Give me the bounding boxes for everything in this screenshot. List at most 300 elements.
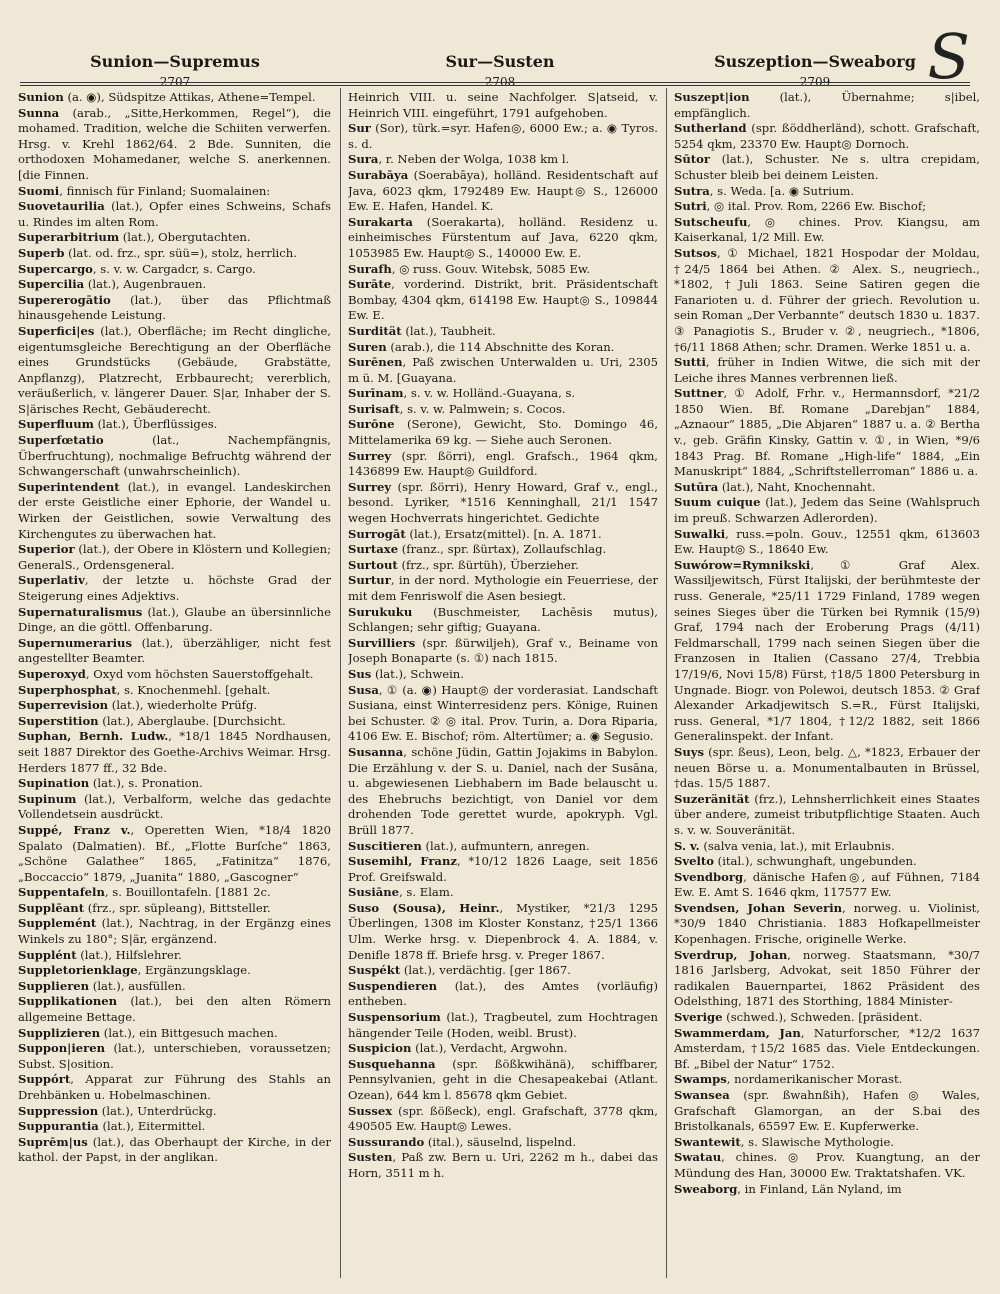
column-header-3: Suszeption—Sweaborg <box>714 52 916 71</box>
entry-headword: Sunion <box>18 90 64 104</box>
entry-text: , Apparat zur Führung des Stahls an Drehbänken u. Hobelmaschinen. <box>18 1072 331 1102</box>
entry-headword: Sweaborg <box>674 1181 738 1196</box>
dictionary-entry <box>674 901 980 948</box>
dictionary-entry <box>18 90 331 106</box>
dictionary-entry <box>18 823 331 885</box>
entry-text: (lat.), Übernahme; s|ibel, empfänglich. <box>674 90 980 120</box>
entry-text: , in der nord. Mythologie ein Feuerriese, der mit dem Fenriswolf die Asen besiegt. <box>348 573 658 603</box>
dictionary-entry <box>674 839 980 855</box>
entry-headword: Suum cuique <box>674 495 761 510</box>
entry-headword: Surāte <box>348 277 392 292</box>
page-number-2: 2708 <box>484 75 516 89</box>
entry-text: (lat.), Aberglaube. [Durchsicht. <box>98 713 286 728</box>
entry-headword: Sūtor <box>674 152 710 167</box>
dictionary-entry <box>674 184 980 200</box>
entry-headword: Suppon|ieren <box>18 1041 106 1056</box>
dictionary-entry <box>674 246 980 355</box>
entry-text: (lat.), Obergutachten. <box>119 230 251 245</box>
entry-headword: Suppé, Franz v. <box>18 822 131 837</box>
dictionary-entry <box>18 714 331 730</box>
entry-headword: Suovetaurilia <box>18 199 105 214</box>
entry-headword: Sussex <box>348 1103 393 1118</box>
dictionary-entry <box>18 994 331 1025</box>
entry-text: , Ergänzungsklage. <box>137 963 251 978</box>
entry-headword: Supernaturalismus <box>18 604 143 619</box>
entry-text: (lat.), Unterdrückg. <box>98 1103 217 1118</box>
entry-text: , *18/1 1845 Nordhausen, seit 1887 Direktor des Goethe-Archivs Weimar. Hrsg. Herders 1877 ff., 32 Bde. <box>18 729 331 775</box>
dictionary-entry <box>674 1088 980 1135</box>
entry-text: , s. Knochenmehl. [gehalt. <box>116 682 271 697</box>
entry-text: , s. Slawische Mythologie. <box>740 1134 895 1149</box>
dictionary-entry <box>348 340 658 356</box>
entry-headword: Surakarta <box>348 214 413 229</box>
dictionary-entry <box>348 1135 658 1151</box>
entry-headword: Susanna <box>348 744 404 759</box>
entry-text: , s. Bouillontafeln. [1881 2c. <box>104 885 271 900</box>
entry-text: (lat.), Jedem das Seine (Wahlspruch im preuß. Schwarzen Adlerorden). <box>674 495 980 526</box>
entry-headword: Superphosphat <box>18 682 117 697</box>
entry-headword: Suscitieren <box>348 838 422 853</box>
dictionary-entry <box>18 230 331 246</box>
entry-text: (lat.), ein Bittgesuch machen. <box>100 1025 278 1040</box>
entry-text: (lat.), Überflüssiges. <box>93 417 218 432</box>
dictionary-entry <box>348 1010 658 1041</box>
entry-text: (lat.), bei den alten Römern allgemeine Bettage. <box>18 994 331 1025</box>
entry-text: , Oxyd vom höchsten Sauerstoffgehalt. <box>85 666 314 681</box>
dictionary-entry <box>18 636 331 667</box>
entry-headword: Suwalki <box>674 526 726 541</box>
column-divider <box>340 88 341 1278</box>
dictionary-entry <box>674 527 980 558</box>
entry-headword: Sus <box>348 666 372 681</box>
dictionary-entry <box>18 948 331 964</box>
entry-headword: Susquehanna <box>348 1056 436 1071</box>
dictionary-entry <box>18 246 331 262</box>
dictionary-entry <box>674 558 980 745</box>
entry-text: (spr. ßeus), Leon, belg. △, *1823, Erbauer der neuen Börse u. a. Monumentalbauten in Brüssel, †das. 15/5 1887. <box>674 744 980 791</box>
entry-headword: Suppletorienklage <box>18 963 138 978</box>
dictionary-entry <box>348 558 658 574</box>
entry-text: , ◎ russ. Gouv. Witebsk, 5085 Ew. <box>391 261 591 276</box>
entry-headword: Sutūra <box>674 479 719 494</box>
entry-headword: Sutherland <box>674 121 747 136</box>
dictionary-entry <box>348 885 658 901</box>
entry-headword: Superstition <box>18 713 99 728</box>
entry-headword: Suttner <box>674 386 724 401</box>
entry-headword: Supernumerarius <box>18 635 132 650</box>
entry-headword: Sunna <box>18 105 60 120</box>
dictionary-entry <box>18 480 331 542</box>
entry-text: (lat.), aufmuntern, anregen. <box>421 838 590 853</box>
dictionary-entry <box>348 854 658 885</box>
entry-text: , der letzte u. höchste Grad der Steigerung eines Adjektivs. <box>18 573 331 603</box>
entry-headword: Sverdrup, Johan <box>674 947 788 962</box>
entry-text: , Paß zwischen Unterwalden u. Uri, 2305 m ü. M. [Guayana. <box>348 355 658 385</box>
dictionary-entry <box>348 324 658 340</box>
entry-text: (lat.), Augenbrauen. <box>84 277 207 292</box>
dictionary-entry <box>348 573 658 604</box>
entry-headword: Suszept|ion <box>674 90 750 104</box>
dictionary-entry <box>674 1026 980 1073</box>
entry-headword: Suspicion <box>348 1041 412 1056</box>
entry-headword: Supererogātio <box>18 292 111 307</box>
dictionary-entry <box>18 184 331 200</box>
entry-text: , nordamerikanischer Morast. <box>726 1072 903 1087</box>
dictionary-entry <box>674 870 980 901</box>
entry-headword: Surafh <box>348 261 392 276</box>
dictionary-entry <box>18 1135 331 1166</box>
entry-text: (ital.), schwunghaft, ungebunden. <box>713 854 917 869</box>
column-1 <box>18 90 331 1280</box>
entry-headword: Superfici|es <box>18 323 95 338</box>
entry-text: , in Finland, Län Nyland, im <box>737 1181 902 1196</box>
column-header-1: Sunion—Supremus <box>90 52 260 71</box>
header-rule <box>20 82 970 86</box>
entry-text: (spr. ßürwiljeh), Graf v., Beiname von Joseph Bonaparte (s. ①) nach 1815. <box>348 635 658 666</box>
entry-headword: Svelto <box>674 854 714 869</box>
entry-headword: Surēnen <box>348 355 403 370</box>
entry-text: (lat. od. frz., spr. süü=), stolz, herrlich. <box>64 245 297 260</box>
dictionary-entry <box>674 215 980 246</box>
dictionary-entry <box>348 542 658 558</box>
dictionary-entry <box>18 1026 331 1042</box>
entry-text: , früher in Indien Witwe, die sich mit der Leiche ihres Mannes verbrennen ließ. <box>674 355 980 385</box>
entry-headword: Swamps <box>674 1072 727 1087</box>
dictionary-entry <box>18 792 331 823</box>
entry-headword: Sutri <box>674 199 707 214</box>
entry-text: (lat.), Hilfslehrer. <box>76 947 182 962</box>
entry-headword: Supinum <box>18 791 77 806</box>
entry-text: , Naturforscher, *12/2 1637 Amsterdam, †15/2 1685 das. Viele Entdeckungen. Bf. „Bibel der Natur“ 1752. <box>674 1025 980 1071</box>
entry-headword: Svendsen, Johan Severin <box>674 900 843 915</box>
entry-text: (lat.), verdächtig. [ger 1867. <box>400 963 571 978</box>
entry-headword: Sverige <box>674 1010 723 1025</box>
dictionary-entry <box>18 776 331 792</box>
entry-text: (lat.), Oberfläche; im Recht dingliche, eigentumsgleiche Berechtigung an der Oberfläche eines Grundstücks (Gebäude, Grabstätte, Anpflanzg), Platzrecht, Erbbaurecht; vererblich, veräußerlich, v. längerer Dauer. S|ar, Inhaber der S. S|ärisches Recht, Gebäuderecht. <box>18 323 331 416</box>
entry-text: , vorderind. Distrikt, brit. Präsidentschaft Bombay, 4304 qkm, 614198 Ew. Haupt◎ S., 109844 Ew. E. <box>348 277 658 323</box>
entry-headword: Sutsos <box>674 245 717 260</box>
dictionary-entry <box>18 698 331 714</box>
dictionary-entry <box>18 901 331 917</box>
entry-text: (spr. ßörri), engl. Grafsch., 1964 qkm, 1436899 Ew. Haupt◎ Guildford. <box>348 448 658 479</box>
entry-text: (lat.), Eitermittel. <box>98 1119 206 1134</box>
entry-headword: Suspensorium <box>348 1010 441 1025</box>
dictionary-entry <box>18 667 331 683</box>
entry-headword: Surukuku <box>348 604 413 619</box>
entry-headword: Superfluum <box>18 417 94 432</box>
entry-headword: Suppurantia <box>18 1119 99 1134</box>
dictionary-entry <box>348 402 658 418</box>
entry-headword: Surīnam <box>348 386 404 401</box>
entry-headword: Surrogāt <box>348 526 406 541</box>
dictionary-entry <box>348 262 658 278</box>
entry-text: (spr. ßößkwihänä), schiffbarer, Pennsylvanien, geht in die Chesapeakebai (Atlant. Ozean), 644 km l. 85678 qkm Gebiet. <box>348 1056 658 1102</box>
entry-text: (lat.), Opfer eines Schweins, Schafs u. Rindes im alten Rom. <box>18 199 331 229</box>
entry-text: (Buschmeister, Lachēsis mutus), Schlangen; sehr giftig; Guayana. <box>348 604 658 635</box>
dictionary-entry <box>674 745 980 792</box>
entry-text: (lat.), Naht, Knochennaht. <box>718 479 876 494</box>
dictionary-entry <box>674 355 980 386</box>
dictionary-entry <box>18 277 331 293</box>
entry-headword: Susemihl, Franz <box>348 854 457 869</box>
dictionary-entry <box>348 605 658 636</box>
entry-text: , *10/12 1826 Laage, seit 1856 Prof. Greifswald. <box>348 854 658 884</box>
entry-headword: Suppentafeln <box>18 885 105 900</box>
dictionary-entry <box>348 277 658 324</box>
entry-headword: Sur <box>348 121 371 136</box>
entry-text: (lat.), des Amtes (vorläufig) entheben. <box>348 978 658 1009</box>
entry-headword: Suzeränität <box>674 791 750 806</box>
entry-headword: Suprēm|us <box>18 1134 88 1149</box>
entry-text: (lat.), der Obere in Klöstern und Kollegien; GeneralS., Ordensgeneral. <box>18 542 331 572</box>
entry-headword: Survilliers <box>348 635 416 650</box>
dictionary-entry <box>674 948 980 1010</box>
entry-headword: Swansea <box>674 1088 730 1102</box>
entry-headword: Superior <box>18 542 75 557</box>
dictionary-entry <box>18 885 331 901</box>
entry-text: (lat.), Schwein. <box>371 666 464 681</box>
entry-text: (spr. ßwahnßih), Hafen◎ Wales, Grafschaft Glamorgan, an der S.bai des Bristolkanals, 65597 Ew. E. Kupferwerke. <box>674 1088 980 1134</box>
dictionary-entry <box>18 417 331 433</box>
entry-text: (lat.), Verbalform, welche das gedachte Vollendetsein ausdrückt. <box>18 791 331 822</box>
entry-text: , Mystiker, *21/3 1295 Überlingen, 1308 im Kloster Konstanz, †25/1 1366 Ulm. Werke hrsg. v. Diepenbrock 4. A. 1884, v. Denifle 1878 ff. Briefe hrsg. v. Preger 1867. <box>348 900 658 962</box>
entry-text: , ① (a. ◉) Haupt◎ der vorderasiat. Landschaft Susiana, einst Winterresidenz pers. Könige, Ruinen bei Schuster. ② ◎ ital. Prov. Turin, a. Dora Riparia, 4106 Ew. E. Bischof; röm. Altertümer; a. ◉ Segusio. <box>348 682 658 744</box>
column-3 <box>674 90 980 1280</box>
column-divider <box>666 88 667 1278</box>
entry-text: (Soerabāya), holländ. Residentschaft auf Java, 6023 qkm, 1792489 Ew. Haupt◎ S., 126000 Ew. E. Hafen, Handel. K. <box>348 167 658 214</box>
entry-headword: Superintendent <box>18 479 120 494</box>
dictionary-entry <box>18 106 331 184</box>
entry-text: (lat.), über das Pflichtmaß hinausgehende Leistung. <box>18 292 331 323</box>
entry-text: , norweg. Staatsmann, *30/7 1816 Jarlsberg, Advokat, seit 1850 Führer der radikalen Bauernpartei, 1862 Präsident des Odelsthing, 1871 des Storthing, 1884 Minister- <box>674 947 980 1009</box>
entry-headword: Superlativ <box>18 573 85 588</box>
entry-headword: Susiāne <box>348 885 400 900</box>
dictionary-entry <box>674 199 980 215</box>
entry-headword: Suspékt <box>348 963 401 978</box>
entry-headword: Swantewit <box>674 1134 741 1149</box>
entry-text: (schwed.), Schweden. [präsident. <box>722 1010 923 1025</box>
entry-text: (lat.), Tragbeutel, zum Hochtragen hängender Teile (Hoden, weibl. Brust). <box>348 1010 658 1040</box>
entry-headword: Supplēant <box>18 900 85 915</box>
dictionary-entry <box>348 1150 658 1181</box>
entry-text: (arab., „Sitte,Herkommen, Regel“), die mohamed. Tradition, welche die Schiiten verwerfen. Hrsg. v. Krehl 1862/64. 2 Bde. Sunniten, die orthodoxen Mohamedaner, welche S. anerkennen. [die Finnen. <box>18 105 331 182</box>
entry-headword: Surōne <box>348 417 395 432</box>
entry-headword: Superarbitrium <box>18 230 120 245</box>
dictionary-entry <box>348 839 658 855</box>
entry-text: (franz., spr. ßürtax), Zollaufschlag. <box>398 542 607 557</box>
entry-text: (lat.), Ersatz(mittel). [n. A. 1871. <box>405 526 602 541</box>
entry-text: (frz., spr. ßürtüh), Überzieher. <box>397 557 579 572</box>
entry-headword: Suys <box>674 744 705 759</box>
entry-text: (frz., spr. süpleang), Bittsteller. <box>84 900 271 915</box>
entry-text: , s. v. w. Cargadcr, s. Cargo. <box>92 261 256 276</box>
dictionary-entry <box>674 792 980 839</box>
entry-headword: Surdität <box>348 323 402 338</box>
entry-text: (ital.), säuselnd, lispelnd. <box>424 1134 576 1149</box>
column-2 <box>348 90 658 1280</box>
entry-text: , s. Elam. <box>399 885 454 900</box>
entry-headword: Surtur <box>348 573 391 588</box>
entry-text: (spr. ßößeck), engl. Grafschaft, 3778 qkm, 490505 Ew. Haupt◎ Lewes. <box>348 1103 658 1134</box>
entry-headword: Susten <box>348 1150 393 1165</box>
column-header-2: Sur—Susten <box>445 52 555 71</box>
dictionary-entry <box>348 963 658 979</box>
entry-text: , schöne Jüdin, Gattin Jojakims in Babylon. Die Erzählung v. der S. u. Daniel, nach der Susāna, u. abgewiesenen Liebhabern im Bade belauscht u. des Ehebruchs bezichtigt, von Daniel vor dem drohenden Tode gerettet wurde, apokryph. Vgl. Brüll 1877. <box>348 744 658 837</box>
entry-headword: Suspendieren <box>348 978 438 993</box>
dictionary-entry <box>18 729 331 776</box>
dictionary-entry <box>348 386 658 402</box>
entry-text: (arab.), die 114 Abschnitte des Koran. <box>386 339 615 354</box>
dictionary-entry <box>348 215 658 262</box>
dictionary-entry <box>18 605 331 636</box>
dictionary-entry <box>18 916 331 947</box>
dictionary-entry <box>18 1041 331 1072</box>
entry-headword: S. v. <box>674 838 700 853</box>
dictionary-entry <box>348 449 658 480</box>
entry-headword: Superoxyd <box>18 666 86 681</box>
entry-text: (lat.), das Oberhaupt der Kirche, in der kathol. der Papst, in der anglikan. <box>18 1134 331 1165</box>
dictionary-entry <box>18 324 331 418</box>
entry-headword: Suren <box>348 339 387 354</box>
entry-text: (lat.), wiederholte Prüfg. <box>108 698 258 713</box>
entry-text: (a. ◉), Südspitze Attikas, Athene=Tempel. <box>63 90 316 104</box>
entry-headword: Surtout <box>348 557 398 572</box>
dictionary-entry <box>18 573 331 604</box>
entry-text: (Soerakarta), holländ. Residenz u. einheimisches Fürstentum auf Java, 6220 qkm, 1053985 Ew. Haupt◎ S., 140000 Ew. E. <box>348 214 658 260</box>
entry-text: , dänische Hafen◎, auf Fühnen, 7184 Ew. E. Amt S. 1646 qkm, 117577 Ew. <box>674 869 980 900</box>
entry-text: , russ.=poln. Gouv., 12551 qkm, 613603 Ew. Haupt◎ S., 18640 Ew. <box>674 526 980 557</box>
dictionary-entry <box>348 1057 658 1104</box>
dictionary-entry <box>18 963 331 979</box>
dictionary-entry <box>674 1135 980 1151</box>
entry-text: (frz.), Lehnsherrlichkeit eines Staates über andere, zumeist tributpflichtige Staaten. Auch s. v. w. Souveränität. <box>674 791 980 837</box>
dictionary-entry <box>674 1010 980 1026</box>
dictionary-entry <box>18 1104 331 1120</box>
entry-text: (lat.), Glaube an übersinnliche Dinge, an die göttl. Offenbarung. <box>18 604 331 635</box>
entry-headword: Surrey <box>348 479 392 494</box>
dictionary-entry <box>18 433 331 480</box>
dictionary-entry <box>348 527 658 543</box>
dictionary-entry <box>674 121 980 152</box>
dictionary-entry <box>348 1104 658 1135</box>
dictionary-entry <box>674 152 980 183</box>
entry-headword: Sutti <box>674 355 706 370</box>
section-letter: S <box>927 20 970 93</box>
entry-text: (lat.), Verdacht, Argwohn. <box>411 1041 568 1056</box>
dictionary-entry <box>674 854 980 870</box>
entry-text: , Paß zw. Bern u. Uri, 2262 m h., dabei das Horn, 3511 m h. <box>348 1150 658 1180</box>
entry-text: , ◎ chines. Prov. Kiangsu, am Kaiserkanal, 1/2 Mill. Ew. <box>674 214 980 245</box>
dictionary-entry <box>348 979 658 1010</box>
dictionary-entry <box>18 262 331 278</box>
entry-text: (lat.), unterschieben, voraussetzen; Subst. S|osition. <box>18 1041 331 1071</box>
dictionary-entry <box>674 386 980 480</box>
entry-headword: Suso (Sousa), Heinr. <box>348 900 500 915</box>
entry-text: (lat.), Nachtrag, in der Ergänzg eines Winkels zu 180°; S|är, ergänzend. <box>18 916 331 947</box>
dictionary-entry <box>348 355 658 386</box>
entry-text: , s. Weda. [a. ◉ Sutrium. <box>709 183 855 198</box>
entry-headword: Supercargo <box>18 261 93 276</box>
entry-text: , chines. ◎ Prov. Kuangtung, an der Mündung des Han, 30000 Ew. Traktatshafen. VK. <box>674 1150 980 1180</box>
dictionary-entry <box>348 636 658 667</box>
entry-text: Heinrich VIII. u. seine Nachfolger. S|atseid, v. Heinrich VIII. eingeführt, 1791 aufgehoben. <box>348 90 658 120</box>
dictionary-entry <box>18 1072 331 1103</box>
entry-text: , r. Neben der Wolga, 1038 km l. <box>378 152 570 167</box>
dictionary-entry <box>348 152 658 168</box>
dictionary-entry <box>674 90 980 121</box>
entry-text: (lat., Nachempfängnis, Überfruchtung), nochmalige Befruchtg während der Schwangerschaft (unwahrscheinlich). <box>18 433 331 479</box>
entry-text: (Serone), Gewicht, Sto. Domingo 46, Mittelamerika 69 kg. — Siehe auch Seronen. <box>348 417 658 448</box>
entry-headword: Sutscheufu <box>674 214 748 229</box>
entry-headword: Superfœtatio <box>18 433 104 448</box>
entry-text: (lat.), Taubheit. <box>401 323 496 338</box>
entry-headword: Surabāya <box>348 167 409 182</box>
entry-text: (lat.), in evangel. Landeskirchen der erste Geistliche einer Ephorie, der Wandel u. Wirken der Geistlichen, sowie Verwaltung des Kirchengutes zu überwachen hat. <box>18 479 331 541</box>
entry-headword: Surrey <box>348 448 392 463</box>
entry-headword: Supplikationen <box>18 994 118 1009</box>
entry-headword: Supplemént <box>18 916 97 931</box>
dictionary-entry <box>674 480 980 496</box>
dictionary-entry <box>18 542 331 573</box>
entry-text: , s. v. w. Palmwein; s. Cocos. <box>399 401 566 416</box>
entry-text: , ◎ ital. Prov. Rom, 2266 Ew. Bischof; <box>706 199 927 214</box>
entry-headword: Svendborg <box>674 869 744 884</box>
dictionary-entry <box>18 199 331 230</box>
dictionary-entry <box>348 90 658 121</box>
dictionary-entry <box>348 121 658 152</box>
entry-headword: Sura <box>348 152 379 167</box>
entry-headword: Supination <box>18 776 90 791</box>
dictionary-entry <box>674 495 980 526</box>
entry-headword: Superb <box>18 245 65 260</box>
entry-headword: Sutra <box>674 183 710 198</box>
dictionary-entry <box>18 1119 331 1135</box>
entry-text: , ① Adolf, Frhr. v., Hermannsdorf, *21/2 1850 Wien. Bf. Romane „Darebjan“ 1884, „Aznaour“ 1885, „Die Abjaren“ 1887 u. a. ② Bertha v., geb. Gräfin Kinsky, Gattin v. ①, in Wien, *9/6 1843 Prag. Bf. Romane „High-life“ 1884, „Ein Manuskript“ 1884, „Schriftstellerroman“ 1886 u. a. <box>674 386 980 479</box>
dictionary-entry <box>674 1150 980 1181</box>
entry-headword: Superrevision <box>18 698 109 713</box>
entry-text: (lat.), ausfüllen. <box>89 978 186 993</box>
entry-headword: Suomi <box>18 183 60 198</box>
dictionary-entry <box>674 1072 980 1088</box>
entry-headword: Suphan, Bernh. Ludw. <box>18 729 169 744</box>
entry-text: , s. v. w. Holländ.-Guayana, s. <box>403 386 576 401</box>
dictionary-entry <box>18 979 331 995</box>
entry-headword: Supplént <box>18 947 77 962</box>
dictionary-entry <box>348 1041 658 1057</box>
entry-headword: Surtaxe <box>348 542 399 557</box>
entry-text: , Operetten Wien, *18/4 1820 Spalato (Dalmatien). Bf., „Flotte Burſche“ 1863, „Schöne Galathee“ 1865, „Fatinitza“ 1876, „Boccaccio“ 1879, „Juanita“ 1880, „Gascogner“ <box>18 822 331 884</box>
entry-text: (Sor), türk.=syr. Hafen◎, 6000 Ew.; a. ◉ Tyros. s. d. <box>348 121 658 151</box>
dictionary-entry <box>18 293 331 324</box>
dictionary-entry <box>348 168 658 215</box>
dictionary-entry <box>18 683 331 699</box>
entry-text: (lat.), Schuster. Ne s. ultra crepidam, Schuster bleib bei deinem Leisten. <box>674 152 980 182</box>
dictionary-entry <box>674 1182 980 1198</box>
entry-headword: Suppression <box>18 1103 99 1118</box>
entry-headword: Supplieren <box>18 978 90 993</box>
entry-headword: Suwórow=Rymnikski <box>674 557 811 572</box>
entry-headword: Sussurando <box>348 1134 425 1149</box>
entry-headword: Swatau <box>674 1150 722 1165</box>
dictionary-entry <box>348 901 658 963</box>
entry-text: (lat.), s. Pronation. <box>89 776 203 791</box>
entry-headword: Swammerdam, Jan <box>674 1025 801 1040</box>
entry-text: , norweg. u. Violinist, *30/9 1840 Christiania. 1883 Hofkapellmeister Kopenhagen. Frische, originelle Werke. <box>674 900 980 947</box>
entry-headword: Suppórt <box>18 1072 71 1087</box>
entry-text: (lat.), überzähliger, nicht fest angestellter Beamter. <box>18 635 331 666</box>
entry-text: , finnisch für Finland; Suomalainen: <box>59 183 271 198</box>
dictionary-entry <box>348 417 658 448</box>
